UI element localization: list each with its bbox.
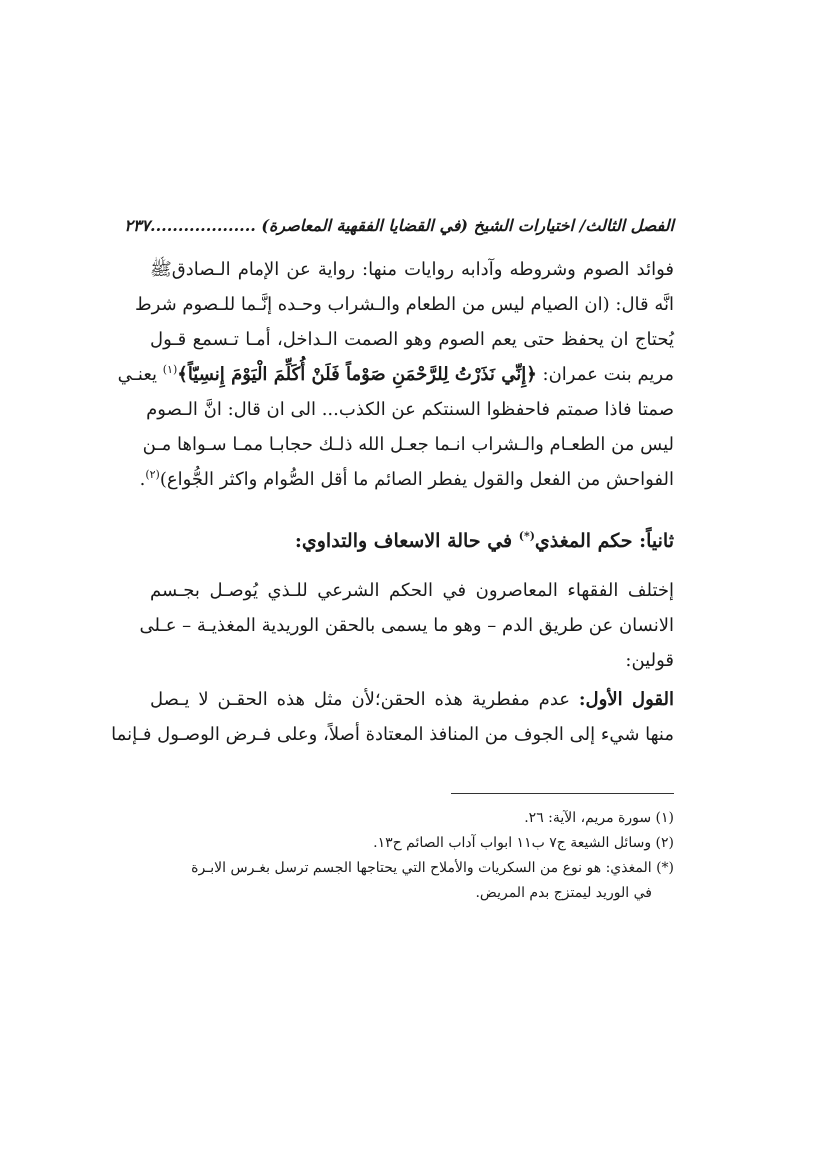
footnote-ref: (١) xyxy=(162,363,178,376)
text-line: فوائد الصوم وشروطه وآدابه روايات منها: رواية عن الإمام الـصادقﷺ xyxy=(150,259,674,280)
chapter-title: الفصل الثالث/ اختيارات الشيخ (في القضايا الفقهية المعاصرة) ................... xyxy=(150,216,674,235)
text-line: قولين: xyxy=(625,650,674,671)
paragraph-first-opinion xyxy=(111,682,674,752)
text-line: منها شيء إلى الجوف من المنافذ المعتادة أصلاً، وعلى فـرض الوصـول فـإنما xyxy=(111,724,674,745)
text-fragment: . xyxy=(139,469,146,490)
running-header xyxy=(124,216,674,235)
text-fragment: يعنـي xyxy=(117,364,158,385)
footnote-divider xyxy=(451,793,674,794)
footnote-ref: (٢) xyxy=(145,468,160,481)
section-heading xyxy=(150,530,674,552)
text-line xyxy=(117,357,674,392)
text-line: إختلف الفقهاء المعاصرون في الحكم الشرعي للـذي يُوصـل بجـسم xyxy=(150,580,674,601)
heading-text: في حالة الاسعاف والتداوي: xyxy=(294,530,513,552)
footnote: (١) سورة مريم، الآية: ٢٦. xyxy=(524,810,674,826)
footnote: (٢) وسائل الشيعة ج٧ ب١١ ابواب آداب الصائم ح١٣. xyxy=(373,835,674,851)
paragraph-jurists-disagreement xyxy=(139,573,674,678)
quran-verse: ﴿إِنِّي نَذَرْتُ لِلرَّحْمَنِ صَوْماً فَلَنْ أُكَلِّمَ الْيَوْمَ إِنسِيّاً﴾ xyxy=(177,364,537,385)
text-line: انَّه قال: (ان الصيام ليس من الطعام والـشراب وحـده إنَّـما للـصوم شرط xyxy=(135,294,674,315)
footnotes xyxy=(150,806,674,906)
text-fragment: مريم بنت عمران: xyxy=(542,364,674,385)
footnote xyxy=(150,856,674,906)
heading-text: ثانياً: حكم المغذي xyxy=(534,530,674,552)
opinion-label: القول الأول: xyxy=(578,689,674,710)
footnote-line: (*) المغذي: هو نوع من السكريات والأملاح التي يحتاجها الجسم ترسل بغـرس الابـرة xyxy=(191,860,674,876)
text-fragment: الفواحش من الفعل والقول يفطر الصائم ما أقل الصُّوام واكثر الجُّواع) xyxy=(159,469,674,490)
text-line xyxy=(150,682,674,717)
text-line xyxy=(139,462,674,497)
text-line: يُحتاج ان يحفظ حتى يعم الصوم وهو الصمت الـداخل، أمـا تـسمع قـول xyxy=(150,329,674,350)
page-number: ٢٣٧ xyxy=(124,216,151,235)
text-line: ليس من الطعـام والـشراب انـما جعـل الله ذلـك حجابـا ممـا سـواها مـن xyxy=(142,434,674,455)
text-line: الانسان عن طريق الدم – وهو ما يسمى بالحقن الوريدية المغذيـة – عـلى xyxy=(139,615,674,636)
footnote-line: في الوريد ليمتزج بدم المريض. xyxy=(475,885,652,901)
text-fragment: عدم مفطرية هذه الحقن؛لأن مثل هذه الحقـن لا يـصل xyxy=(150,689,571,710)
footnote-ref: (*) xyxy=(518,529,535,543)
paragraph-fasting-benefits xyxy=(117,252,674,497)
text-line: صمتا فاذا صمتم فاحفظوا السنتكم عن الكذب... الى ان قال: انَّ الـصوم xyxy=(146,399,674,420)
